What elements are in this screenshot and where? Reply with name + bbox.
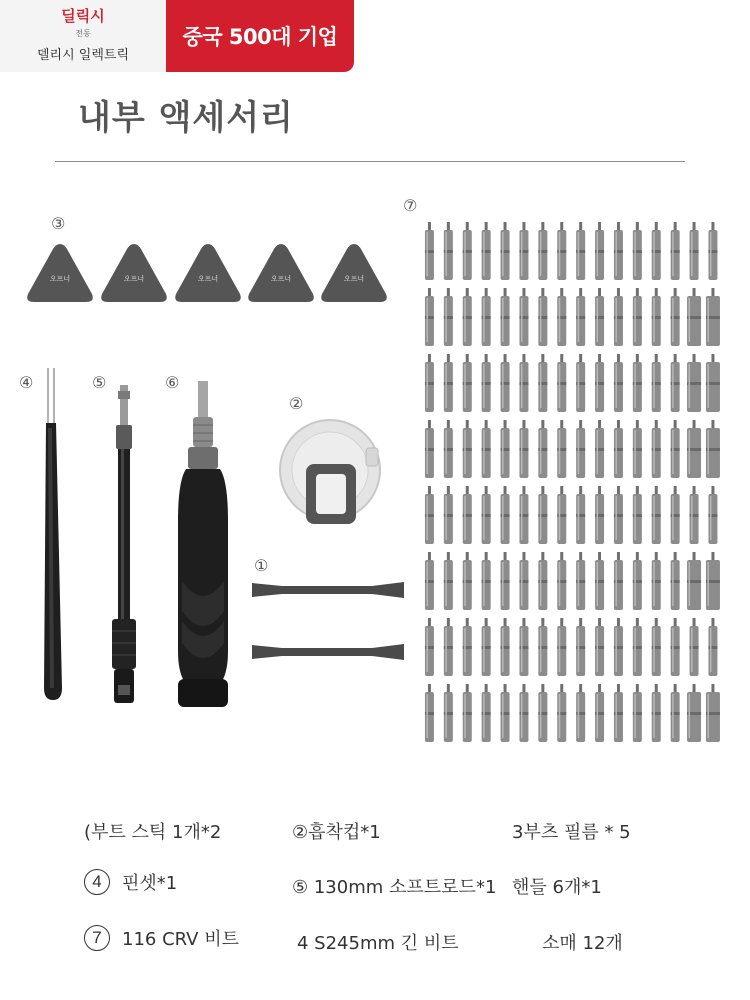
legend-number-badge: 4	[84, 869, 110, 895]
marker-1: ①	[254, 556, 269, 575]
screwdriver-bit	[501, 288, 510, 346]
screwdriver-bit	[425, 354, 434, 412]
screwdriver-bit	[482, 222, 491, 280]
screwdriver-bit	[576, 486, 585, 544]
screwdriver-bit	[519, 486, 528, 544]
opener-label: 오프너	[123, 275, 145, 283]
legend-sleeves-text: 소매 12개	[542, 933, 623, 954]
screwdriver-bit	[557, 222, 566, 280]
opener-pick	[24, 240, 96, 306]
screwdriver-bit	[595, 486, 604, 544]
screwdriver-bit	[482, 552, 491, 610]
opener-label: 오프너	[343, 275, 365, 283]
screwdriver-bit	[557, 420, 566, 478]
screwdriver-bit	[444, 222, 453, 280]
screwdriver-bit	[633, 222, 642, 280]
screwdriver-bit	[501, 420, 510, 478]
screwdriver-bit	[687, 552, 701, 610]
screwdriver-bit	[519, 354, 528, 412]
legend-crv-bits-text: 116 CRV 비트	[122, 929, 239, 950]
title-divider	[55, 161, 685, 162]
legend-crv-bits	[84, 925, 239, 951]
screwdriver-bit	[687, 354, 701, 412]
screwdriver-bit	[425, 618, 434, 676]
marker-4: ④	[19, 373, 34, 392]
screwdriver-bit	[444, 354, 453, 412]
screwdriver-bit	[614, 552, 623, 610]
screwdriver-bit	[633, 684, 642, 742]
screwdriver-bit	[425, 288, 434, 346]
screwdriver-bit	[576, 552, 585, 610]
screwdriver-bit	[482, 354, 491, 412]
bit-grid	[420, 220, 730, 750]
screwdriver-bit	[538, 486, 547, 544]
screwdriver-bit	[463, 618, 472, 676]
screwdriver-bit	[463, 222, 472, 280]
screwdriver-bit	[595, 420, 604, 478]
screwdriver-bit	[652, 288, 661, 346]
legend-long-bits-text: 4 S245mm 긴 비트	[297, 933, 459, 954]
screwdriver-bit	[425, 486, 434, 544]
marker-2: ②	[289, 394, 304, 413]
brand-subtitle: 전동	[75, 29, 91, 38]
opener-pick	[245, 240, 317, 306]
screwdriver-bit	[557, 552, 566, 610]
screwdriver-bit	[614, 684, 623, 742]
marker-6: ⑥	[165, 373, 180, 392]
opener-label: 오프너	[49, 275, 71, 283]
screwdriver-bit	[444, 618, 453, 676]
screwdriver-bit	[501, 618, 510, 676]
screwdriver-bit	[706, 354, 720, 412]
screwdriver-bit	[595, 354, 604, 412]
screwdriver-bit	[425, 552, 434, 610]
screwdriver-bit	[708, 486, 717, 544]
marker-3: ③	[51, 214, 66, 233]
screwdriver-bit	[576, 420, 585, 478]
screwdriver-bit	[576, 288, 585, 346]
legend-boot-film-text: 3부츠 필름 * 5	[512, 822, 631, 843]
legend-number-badge: 7	[84, 925, 110, 951]
screwdriver-bit	[614, 222, 623, 280]
screwdriver-bit	[671, 552, 680, 610]
screwdriver-bit	[633, 354, 642, 412]
screwdriver-bit	[501, 222, 510, 280]
screwdriver-bit	[706, 288, 720, 346]
screwdriver-bit	[482, 288, 491, 346]
legend-boot-film	[512, 818, 631, 844]
brand-logo-text: 딜릭시	[61, 7, 105, 25]
legend-handle-text: 핸들 6개*1	[512, 877, 602, 898]
screwdriver-bit	[652, 486, 661, 544]
screwdriver-bit	[482, 420, 491, 478]
screwdriver-bit	[687, 420, 701, 478]
screwdriver-bit	[633, 486, 642, 544]
screwdriver-bit	[706, 552, 720, 610]
marker-5: ⑤	[92, 373, 107, 392]
screwdriver-bit	[463, 354, 472, 412]
screwdriver-bit	[425, 684, 434, 742]
screwdriver-bit	[708, 222, 717, 280]
screwdriver-bit	[652, 618, 661, 676]
legend-soft-rod-text: ⑤ 130mm 소프트로드*1	[292, 877, 497, 898]
screwdriver-bit	[652, 552, 661, 610]
screwdriver-bit	[444, 552, 453, 610]
screwdriver-bit	[576, 354, 585, 412]
screwdriver-bit	[671, 420, 680, 478]
screwdriver-bit	[633, 420, 642, 478]
legend-soft-rod	[292, 873, 496, 899]
screwdriver-bit	[557, 288, 566, 346]
screwdriver-bit	[671, 222, 680, 280]
screwdriver-bit	[463, 420, 472, 478]
pry-bar-image	[252, 642, 404, 662]
screwdriver-bit	[557, 684, 566, 742]
screwdriver-bit	[444, 684, 453, 742]
screwdriver-bit	[595, 552, 604, 610]
screwdriver-bit	[633, 618, 642, 676]
screwdriver-bit	[633, 552, 642, 610]
screwdriver-bit	[706, 420, 720, 478]
screwdriver-bit	[614, 618, 623, 676]
screwdriver-bit	[519, 288, 528, 346]
screwdriver-bit	[501, 354, 510, 412]
screwdriver-bit	[690, 222, 699, 280]
suction-cup-image	[278, 412, 386, 532]
screwdriver-bit	[538, 618, 547, 676]
screwdriver-bit	[687, 288, 701, 346]
screwdriver-bit	[671, 618, 680, 676]
screwdriver-bit	[444, 288, 453, 346]
screwdriver-bit	[652, 354, 661, 412]
screwdriver-bit	[425, 420, 434, 478]
brand-name: 델리시 일렉트릭	[36, 48, 130, 63]
tweezers-image	[38, 368, 68, 703]
marker-7: ⑦	[403, 196, 418, 215]
screwdriver-bit	[463, 684, 472, 742]
screwdriver-bit	[557, 618, 566, 676]
extension-rod-image	[106, 385, 142, 707]
screwdriver-bit	[671, 684, 680, 742]
screwdriver-bit	[444, 420, 453, 478]
screwdriver-bit	[671, 288, 680, 346]
screwdriver-bit	[425, 222, 434, 280]
screwdriver-bit	[557, 486, 566, 544]
screwdriver-bit	[614, 486, 623, 544]
screwdriver-bit	[463, 486, 472, 544]
screwdriver-bit	[519, 618, 528, 676]
opener-pick	[172, 240, 244, 306]
screwdriver-bit	[595, 222, 604, 280]
screwdriver-bit	[538, 222, 547, 280]
opener-pick	[98, 240, 170, 306]
screwdriver-bit	[708, 618, 717, 676]
screwdriver-bit	[614, 354, 623, 412]
legend-pick-sticks	[84, 818, 221, 844]
screwdriver-bit	[538, 420, 547, 478]
screwdriver-bit	[444, 486, 453, 544]
screwdriver-bit	[538, 354, 547, 412]
bit-grid-drawing	[420, 220, 730, 750]
section-title: 내부 액세서리	[78, 98, 294, 138]
screwdriver-bit	[652, 684, 661, 742]
screwdriver-bit	[576, 684, 585, 742]
screwdriver-bit	[482, 618, 491, 676]
screwdriver-bit	[706, 684, 720, 742]
screwdriver-bit	[690, 486, 699, 544]
screwdriver-bit	[595, 618, 604, 676]
screwdriver-bit	[576, 618, 585, 676]
screwdriver-bit	[501, 552, 510, 610]
screwdriver-bit	[463, 288, 472, 346]
screwdriver-bit	[652, 420, 661, 478]
screwdriver-bit	[482, 684, 491, 742]
screwdriver-bit	[633, 288, 642, 346]
screwdriver-bit	[614, 288, 623, 346]
legend-handle	[512, 873, 602, 899]
screwdriver-bit	[595, 288, 604, 346]
screwdriver-bit	[652, 222, 661, 280]
screwdriver-bit	[538, 684, 547, 742]
screwdriver-bit	[671, 354, 680, 412]
screwdriver-bit	[557, 354, 566, 412]
legend-sleeves	[542, 929, 623, 955]
screwdriver-bit	[538, 552, 547, 610]
screwdriver-bit	[519, 552, 528, 610]
legend-suction-cup	[292, 818, 381, 844]
pry-bar-image	[252, 580, 404, 600]
screwdriver-bit	[501, 486, 510, 544]
opener-label: 오프너	[197, 275, 219, 283]
screwdriver-bit	[519, 222, 528, 280]
screwdriver-bit	[519, 420, 528, 478]
screwdriver-bit	[671, 486, 680, 544]
legend-suction-cup-text: ②흡착컵*1	[292, 822, 381, 843]
legend-long-bits	[297, 929, 459, 955]
screwdriver-bit	[595, 684, 604, 742]
screwdriver-bit	[463, 552, 472, 610]
legend-pick-sticks-text: (부트 스틱 1개*2	[84, 822, 222, 843]
top500-banner: 중국 500대 기업	[166, 0, 354, 72]
screwdriver-handle-image	[172, 381, 234, 709]
screwdriver-bit	[519, 684, 528, 742]
legend-tweezers-text: 핀셋*1	[122, 873, 178, 894]
screwdriver-bit	[687, 684, 701, 742]
brand-logo-block	[0, 0, 166, 72]
screwdriver-bit	[614, 420, 623, 478]
screwdriver-bit	[501, 684, 510, 742]
screwdriver-bit	[690, 618, 699, 676]
legend-tweezers	[84, 869, 177, 895]
screwdriver-bit	[482, 486, 491, 544]
opener-label: 오프너	[270, 275, 292, 283]
screwdriver-bit	[576, 222, 585, 280]
opener-pick	[318, 240, 390, 306]
screwdriver-bit	[538, 288, 547, 346]
